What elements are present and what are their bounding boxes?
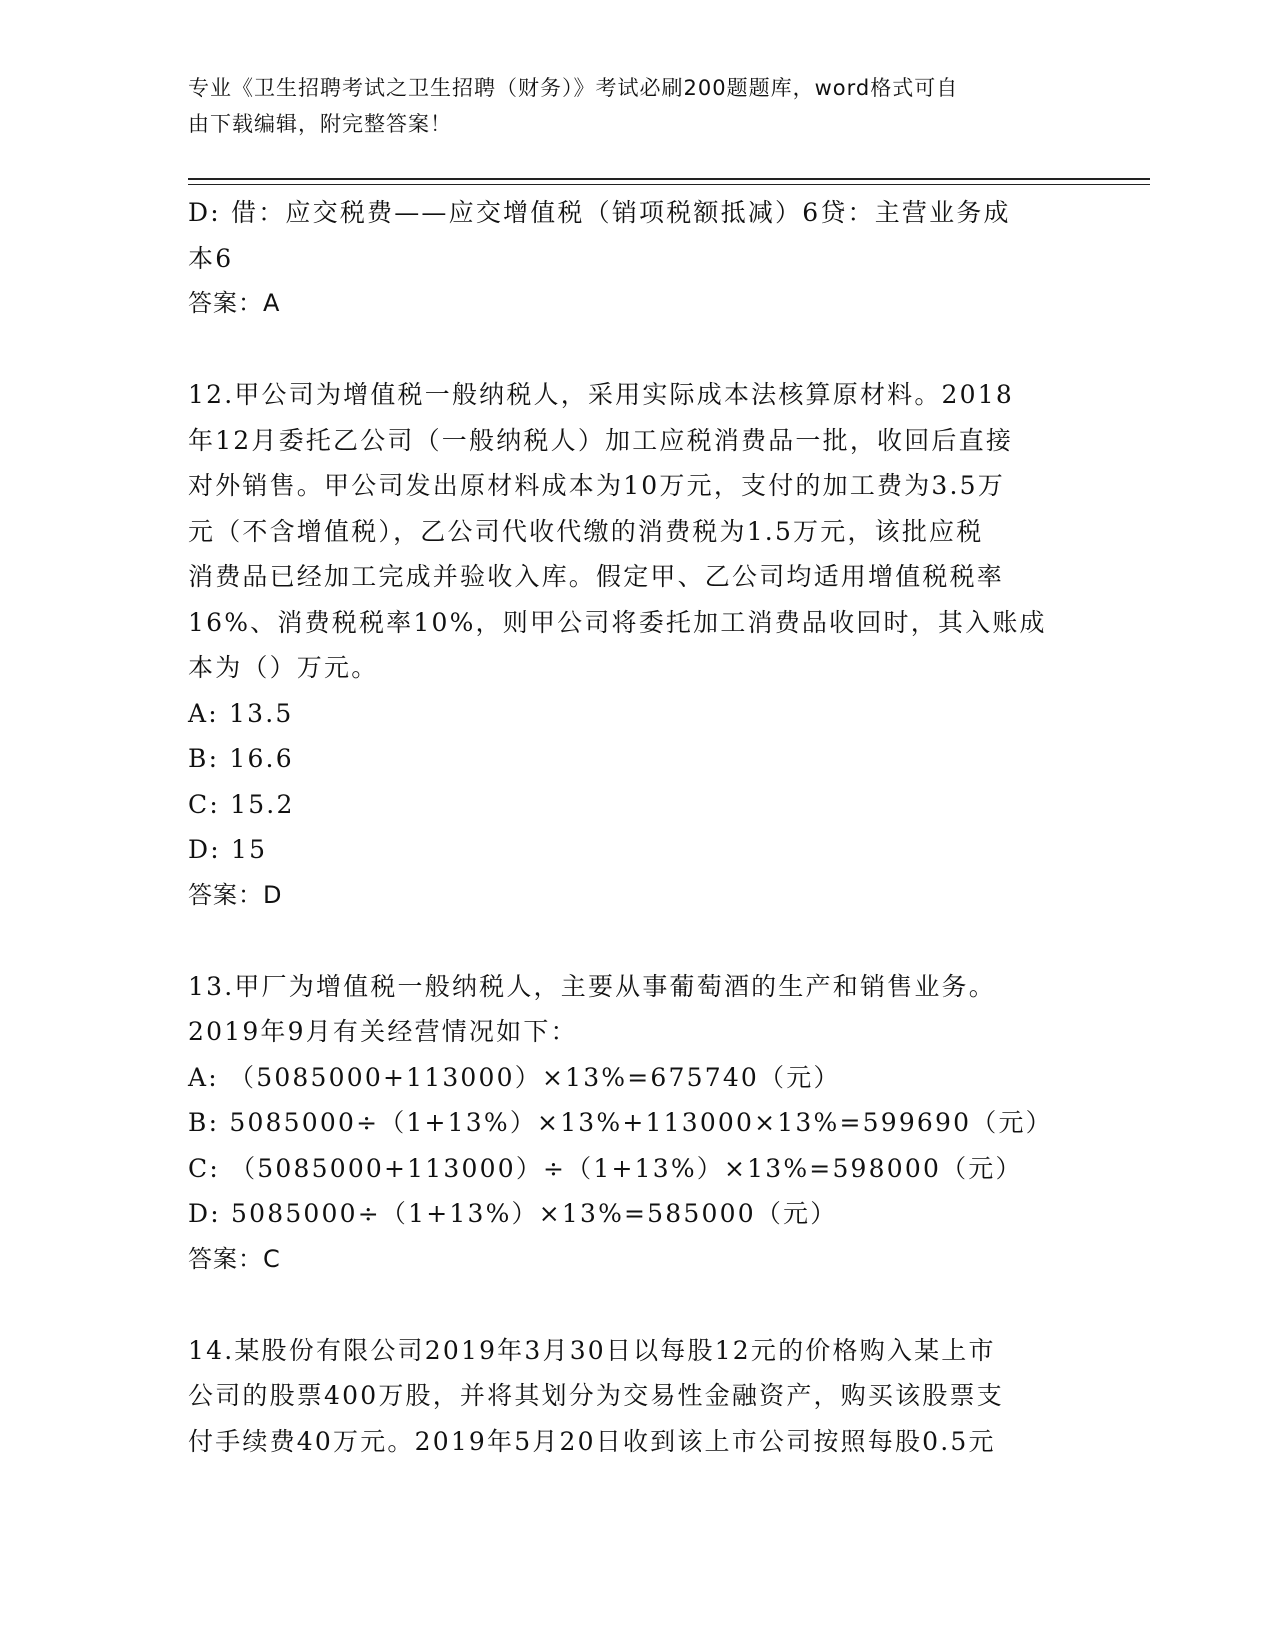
option-b: B: 16.6: [188, 744, 294, 773]
answer-line: 答案：C: [188, 1244, 281, 1273]
question-stem-line: 消费品已经加工完成并验收入库。假定甲、乙公司均适用增值税税率: [188, 562, 1005, 591]
header-line-1: 专业《卫生招聘考试之卫生招聘（财务）》考试必刷200题题库，word格式可自: [188, 76, 959, 100]
question-stem-line: 年12月委托乙公司（一般纳税人）加工应税消费品一批，收回后直接: [188, 425, 1014, 455]
option-d: D: 5085000÷（1+13%）×13%=585000（元）: [188, 1199, 838, 1228]
answer-line: 答案：D: [188, 880, 283, 909]
answer-line: 答案：A: [188, 289, 281, 317]
option-a: A: （5085000+113000）×13%=675740（元）: [188, 1062, 841, 1092]
option-d: D: 15: [188, 835, 268, 864]
question-stem-line: 公司的股票400万股，并将其划分为交易性金融资产，购买该股票支: [188, 1381, 1004, 1410]
option-a: A: 13.5: [188, 698, 294, 728]
option-b: B: 5085000÷（1+13%）×13%+113000×13%=599690（元）: [188, 1108, 1053, 1137]
question-stem-line: 元（不含增值税），乙公司代收代缴的消费税为1.5万元，该批应税: [188, 516, 984, 546]
option-d-continued: 本6: [188, 243, 234, 273]
question-stem-line: 13.甲厂为增值税一般纳税人，主要从事葡萄酒的生产和销售业务。: [188, 971, 996, 1001]
previous-question-tail: [188, 190, 1088, 327]
question-stem-line: 12.甲公司为增值税一般纳税人，采用实际成本法核算原材料。2018: [188, 380, 1014, 409]
question-14: [188, 1328, 1088, 1465]
question-stem-line: 对外销售。甲公司发出原材料成本为10万元，支付的加工费为3.5万: [188, 471, 1005, 500]
question-stem-line: 16%、消费税税率10%，则甲公司将委托加工消费品收回时，其入账成: [188, 607, 1047, 637]
question-stem-line: 付手续费40万元。2019年5月20日收到该上市公司按照每股0.5元: [188, 1426, 996, 1456]
document-body: [188, 190, 1088, 1464]
document-header: [188, 70, 1068, 142]
header-line-2: 由下载编辑，附完整答案！: [188, 112, 452, 136]
header-rule-thick: [188, 178, 1150, 180]
header-rule-thin: [188, 184, 1150, 185]
option-c: C: （5085000+113000）÷（1+13%）×13%=598000（元）: [188, 1153, 1023, 1183]
question-stem-line: 14.某股份有限公司2019年3月30日以每股12元的价格购入某上市: [188, 1335, 996, 1365]
question-stem-line: 本为（）万元。: [188, 653, 379, 682]
question-stem-line: 2019年9月有关经营情况如下：: [188, 1017, 578, 1046]
option-c: C: 15.2: [188, 789, 295, 819]
option-d: D: 借：应交税费——应交增值税（销项税额抵减）6贷：主营业务成: [188, 198, 1011, 227]
question-13: [188, 964, 1088, 1283]
question-12: [188, 372, 1088, 918]
